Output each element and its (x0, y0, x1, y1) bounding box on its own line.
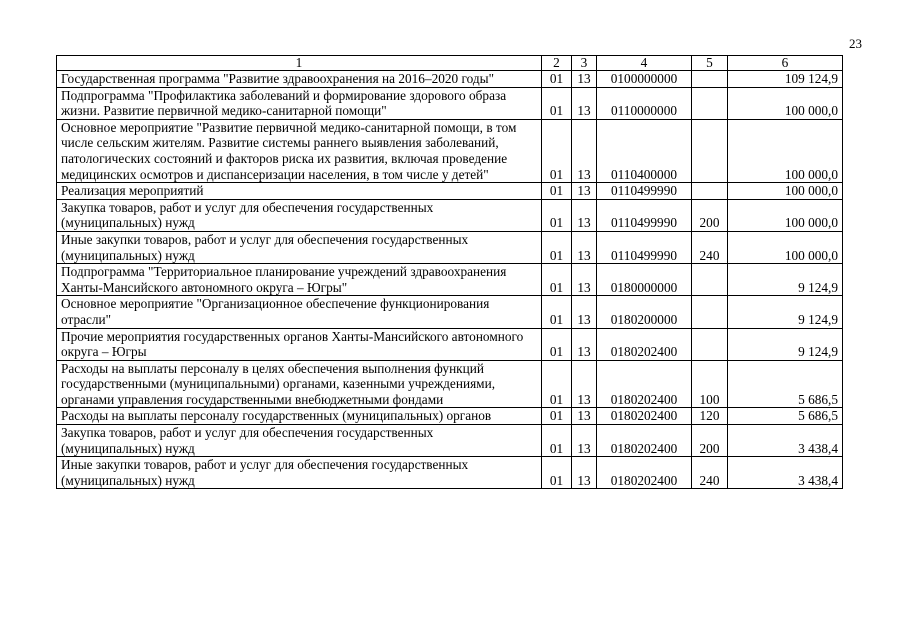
row-target-article: 0180200000 (597, 296, 692, 328)
table-row (57, 183, 843, 200)
row-section: 01 (542, 71, 572, 88)
row-expense-type (692, 119, 728, 182)
row-subsection: 13 (572, 231, 597, 263)
row-section: 01 (542, 457, 572, 489)
row-expense-type: 200 (692, 425, 728, 457)
row-section: 01 (542, 425, 572, 457)
row-amount: 3 438,4 (728, 457, 843, 489)
row-name: Основное мероприятие "Организационное обеспечение функционирования отрасли" (57, 296, 542, 328)
row-name: Подпрограмма "Территориальное планирование учреждений здравоохранения Ханты-Мансийского автономного округа – Югры" (57, 264, 542, 296)
row-amount: 3 438,4 (728, 425, 843, 457)
table-row (57, 199, 843, 231)
row-name: Реализация мероприятий (57, 183, 542, 200)
table-header-row (57, 56, 843, 71)
row-subsection: 13 (572, 457, 597, 489)
row-target-article: 0110499990 (597, 231, 692, 263)
row-target-article: 0110499990 (597, 199, 692, 231)
row-target-article: 0180000000 (597, 264, 692, 296)
row-amount: 9 124,9 (728, 328, 843, 360)
table-row (57, 119, 843, 182)
row-expense-type: 120 (692, 408, 728, 425)
page-number: 23 (849, 36, 862, 51)
row-subsection: 13 (572, 199, 597, 231)
row-name: Закупка товаров, работ и услуг для обеспечения государственных (муниципальных) нужд (57, 199, 542, 231)
row-section: 01 (542, 87, 572, 119)
row-target-article: 0180202400 (597, 408, 692, 425)
row-amount: 5 686,5 (728, 360, 843, 408)
row-target-article: 0110499990 (597, 183, 692, 200)
table-row (57, 87, 843, 119)
row-expense-type (692, 296, 728, 328)
table-row (57, 71, 843, 88)
row-name: Основное мероприятие "Развитие первичной медико-санитарной помощи, в том числе сельским жителям. Развитие системы раннего выявления заболеваний, патологических состояний и факторов риска их развития, включая проведение медицинских осмотров и диспансеризации населения, в том числе у детей" (57, 119, 542, 182)
row-subsection: 13 (572, 296, 597, 328)
row-subsection: 13 (572, 425, 597, 457)
row-subsection: 13 (572, 328, 597, 360)
row-section: 01 (542, 231, 572, 263)
table-body (57, 71, 843, 489)
row-amount: 9 124,9 (728, 296, 843, 328)
row-amount: 109 124,9 (728, 71, 843, 88)
row-subsection: 13 (572, 87, 597, 119)
row-target-article: 0180202400 (597, 457, 692, 489)
row-expense-type: 240 (692, 457, 728, 489)
row-target-article: 0110000000 (597, 87, 692, 119)
row-amount: 100 000,0 (728, 119, 843, 182)
row-name: Государственная программа "Развитие здравоохранения на 2016–2020 годы" (57, 71, 542, 88)
row-subsection: 13 (572, 183, 597, 200)
row-name: Расходы на выплаты персоналу в целях обеспечения выполнения функций государственными (муниципальными) органами, казенными учреждениями, органами управления государственными внебюджетными фондами (57, 360, 542, 408)
row-expense-type (692, 264, 728, 296)
row-section: 01 (542, 360, 572, 408)
row-section: 01 (542, 408, 572, 425)
row-amount: 100 000,0 (728, 87, 843, 119)
row-amount: 5 686,5 (728, 408, 843, 425)
row-section: 01 (542, 296, 572, 328)
row-section: 01 (542, 328, 572, 360)
row-target-article: 0100000000 (597, 71, 692, 88)
table-row (57, 425, 843, 457)
row-expense-type (692, 71, 728, 88)
row-name: Закупка товаров, работ и услуг для обеспечения государственных (муниципальных) нужд (57, 425, 542, 457)
row-section: 01 (542, 199, 572, 231)
header-col-name: 1 (57, 56, 542, 71)
row-subsection: 13 (572, 408, 597, 425)
table-row (57, 408, 843, 425)
row-expense-type (692, 87, 728, 119)
row-target-article: 0110400000 (597, 119, 692, 182)
row-subsection: 13 (572, 119, 597, 182)
row-expense-type (692, 328, 728, 360)
row-expense-type: 240 (692, 231, 728, 263)
row-amount: 100 000,0 (728, 199, 843, 231)
header-col-expense-type: 5 (692, 56, 728, 71)
row-section: 01 (542, 119, 572, 182)
row-subsection: 13 (572, 264, 597, 296)
row-amount: 100 000,0 (728, 231, 843, 263)
budget-table (56, 55, 843, 489)
row-name: Подпрограмма "Профилактика заболеваний и формирование здорового образа жизни. Развитие первичной медико-санитарной помощи" (57, 87, 542, 119)
row-section: 01 (542, 183, 572, 200)
row-amount: 9 124,9 (728, 264, 843, 296)
row-target-article: 0180202400 (597, 425, 692, 457)
row-name: Прочие мероприятия государственных органов Ханты-Мансийского автономного округа – Югры (57, 328, 542, 360)
row-target-article: 0180202400 (597, 360, 692, 408)
row-subsection: 13 (572, 360, 597, 408)
header-col-target-article: 4 (597, 56, 692, 71)
table-row (57, 296, 843, 328)
row-name: Иные закупки товаров, работ и услуг для обеспечения государственных (муниципальных) нужд (57, 457, 542, 489)
row-target-article: 0180202400 (597, 328, 692, 360)
row-subsection: 13 (572, 71, 597, 88)
table-row (57, 264, 843, 296)
header-col-amount: 6 (728, 56, 843, 71)
header-col-section: 2 (542, 56, 572, 71)
table-row (57, 457, 843, 489)
row-expense-type: 200 (692, 199, 728, 231)
row-section: 01 (542, 264, 572, 296)
table-row (57, 328, 843, 360)
row-expense-type: 100 (692, 360, 728, 408)
table-row (57, 360, 843, 408)
row-amount: 100 000,0 (728, 183, 843, 200)
table-row (57, 231, 843, 263)
row-name: Иные закупки товаров, работ и услуг для обеспечения государственных (муниципальных) нужд (57, 231, 542, 263)
row-name: Расходы на выплаты персоналу государственных (муниципальных) органов (57, 408, 542, 425)
header-col-subsection: 3 (572, 56, 597, 71)
row-expense-type (692, 183, 728, 200)
